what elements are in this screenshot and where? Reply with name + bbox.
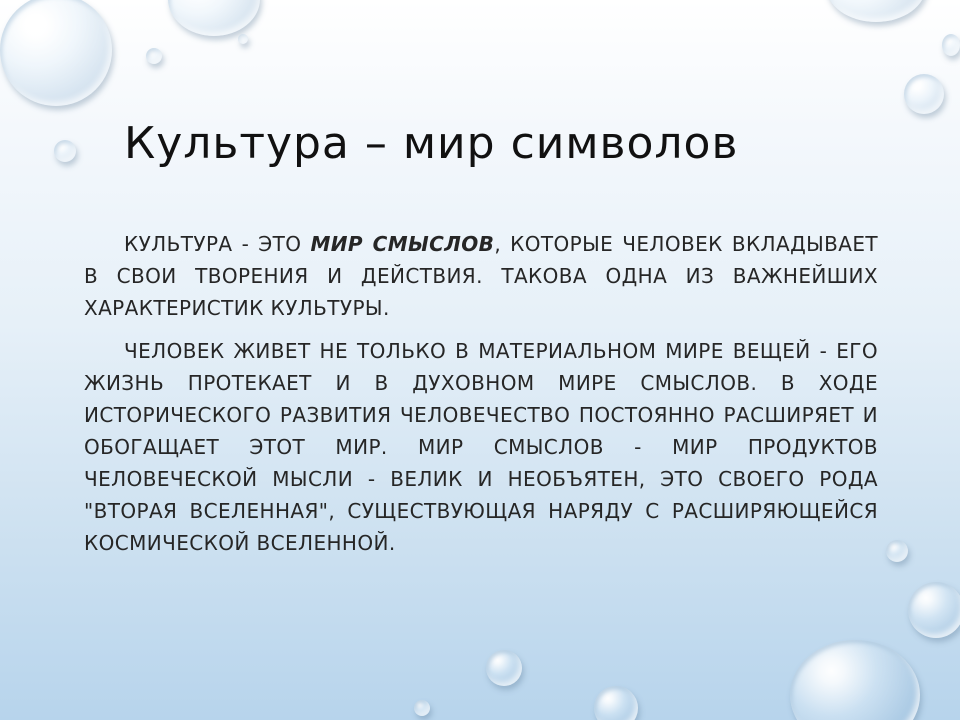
water-drop-icon bbox=[414, 700, 430, 716]
paragraph-culture-definition bbox=[84, 228, 878, 324]
water-drop-icon bbox=[942, 34, 960, 56]
water-drop-icon bbox=[790, 640, 920, 720]
emphasized-term: МИР СМЫСЛОВ bbox=[310, 232, 495, 256]
paragraph-text: , КОТОРЫЕ ЧЕЛОВЕК ВКЛАДЫВАЕТ В СВОИ ТВОРЕНИЯ И ДЕЙСТВИЯ. ТАКОВА ОДНА ИЗ ВАЖНЕЙШИХ ХАРАКТЕРИСТИК КУЛЬТУРЫ. bbox=[84, 232, 879, 320]
water-drop-icon bbox=[886, 540, 908, 562]
paragraph-text: КУЛЬТУРА - ЭТО bbox=[124, 232, 311, 256]
slide-title: Культура – мир символов bbox=[124, 118, 739, 169]
water-drop-icon bbox=[904, 74, 944, 114]
water-drop-icon bbox=[238, 34, 248, 44]
water-drop-icon bbox=[486, 650, 522, 686]
slide-body bbox=[84, 228, 878, 570]
water-drop-icon bbox=[594, 686, 638, 720]
water-drop-icon bbox=[826, 0, 926, 22]
water-drop-icon bbox=[54, 140, 76, 162]
water-drop-icon bbox=[908, 582, 960, 638]
water-drop-icon bbox=[0, 0, 112, 106]
water-drop-icon bbox=[168, 0, 260, 36]
water-drop-icon bbox=[146, 48, 162, 64]
paragraph-world-of-meanings: ЧЕЛОВЕК ЖИВЕТ НЕ ТОЛЬКО В МАТЕРИАЛЬНОМ МИРЕ ВЕЩЕЙ - ЕГО ЖИЗНЬ ПРОТЕКАЕТ И В ДУХОВНОМ МИРЕ СМЫСЛОВ. В ХОДЕ ИСТОРИЧЕСКОГО РАЗВИТИЯ ЧЕЛОВЕЧЕСТВО ПОСТОЯННО РАСШИРЯЕТ И ОБОГАЩАЕТ ЭТОТ МИР. МИР СМЫСЛОВ - МИР ПРОДУКТОВ ЧЕЛОВЕЧЕСКОЙ МЫСЛИ - ВЕЛИК И НЕОБЪЯТЕН, ЭТО СВОЕГО РОДА "ВТОРАЯ ВСЕЛЕННАЯ", СУЩЕСТВУЮЩАЯ НАРЯДУ С РАСШИРЯЮЩЕЙСЯ КОСМИЧЕСКОЙ ВСЕЛЕННОЙ. bbox=[84, 339, 878, 555]
